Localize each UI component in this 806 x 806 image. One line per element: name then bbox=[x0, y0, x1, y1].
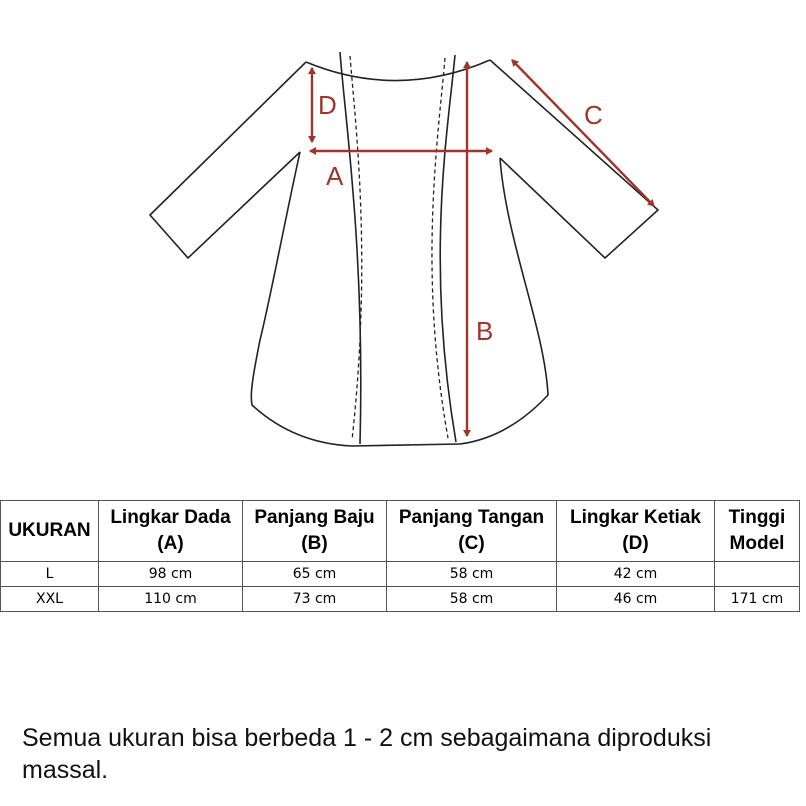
label-c: C bbox=[584, 100, 603, 130]
label-d: D bbox=[318, 90, 337, 120]
cell-armhole: 42 cm bbox=[557, 562, 715, 587]
cell-model-height bbox=[715, 562, 800, 587]
size-table bbox=[0, 500, 800, 612]
header-sleeve: Panjang Tangan (C) bbox=[387, 501, 557, 562]
table-row bbox=[1, 562, 800, 587]
size-note: Semua ukuran bisa berbeda 1 - 2 cm sebagaimana diproduksi massal. bbox=[22, 724, 712, 784]
header-size: UKURAN bbox=[1, 501, 99, 562]
cell-sleeve: 58 cm bbox=[387, 587, 557, 612]
header-armhole: Lingkar Ketiak (D) bbox=[557, 501, 715, 562]
cell-sleeve: 58 cm bbox=[387, 562, 557, 587]
cell-chest: 110 cm bbox=[99, 587, 243, 612]
label-b: B bbox=[476, 316, 494, 346]
cell-size: XXL bbox=[1, 587, 99, 612]
cell-size: L bbox=[1, 562, 99, 587]
header-model-height: Tinggi Model bbox=[715, 501, 800, 562]
cell-chest: 98 cm bbox=[99, 562, 243, 587]
table-row bbox=[1, 587, 800, 612]
arrow-c bbox=[512, 60, 654, 206]
table-header-row bbox=[1, 501, 800, 562]
label-a: A bbox=[326, 161, 344, 191]
garment-outline bbox=[150, 52, 658, 446]
header-length: Panjang Baju (B) bbox=[243, 501, 387, 562]
cell-length: 65 cm bbox=[243, 562, 387, 587]
header-chest: Lingkar Dada (A) bbox=[99, 501, 243, 562]
cell-armhole: 46 cm bbox=[557, 587, 715, 612]
cell-length: 73 cm bbox=[243, 587, 387, 612]
stitch-lines bbox=[350, 56, 448, 440]
cell-model-height: 171 cm bbox=[715, 587, 800, 612]
